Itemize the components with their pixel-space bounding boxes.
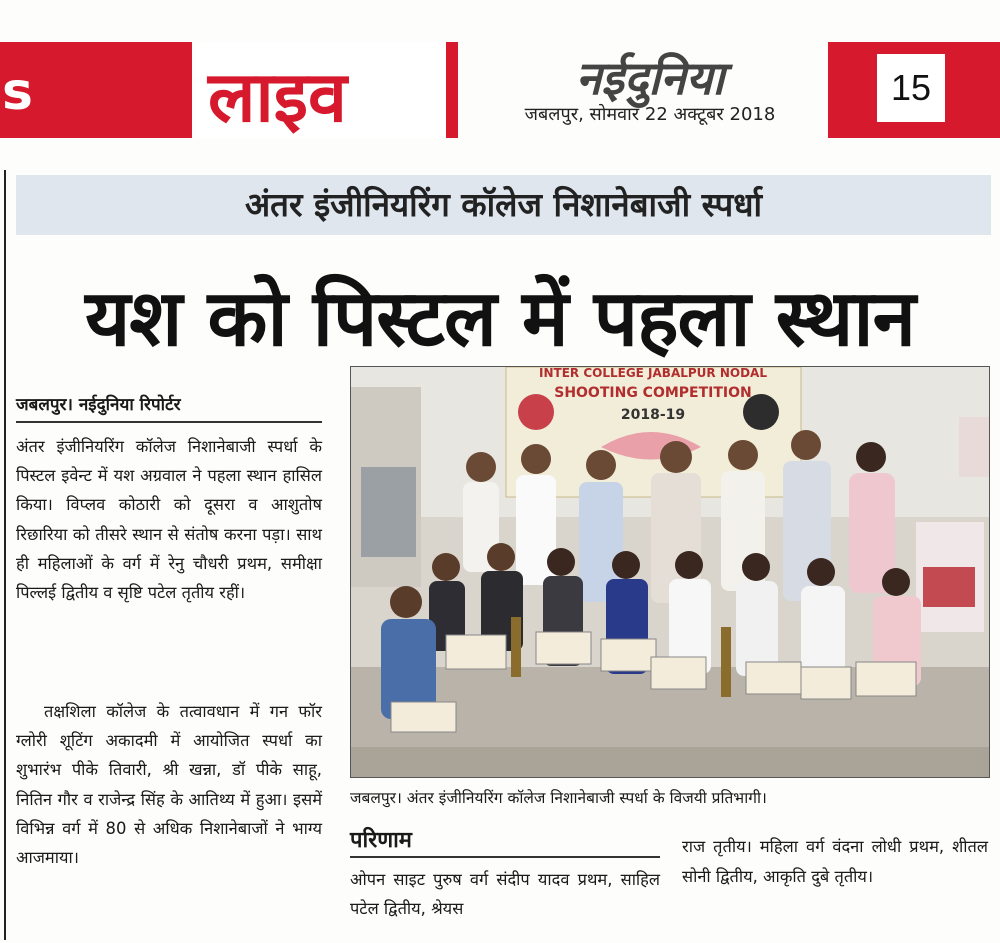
headline: यश को पिस्टल में पहला स्थान bbox=[85, 274, 915, 364]
banner-line-2: SHOOTING COMPETITION bbox=[554, 385, 752, 401]
paragraph-2: तक्षशिला कॉलेज के तत्वावधान में गन फॉर ग्लोरी शूटिंग अकादमी में आयोजित स्पर्धा का शुभारंभ पीके तिवारी, श्री खन्ना, डॉ पीके साहू, नितिन गौर व राजेन्द्र सिंह के आतिथ्य में हुआ। इसमें विभिन्न वर्ग में 80 से अधिक निशानेबाजों ने भाग्य आजमाया। bbox=[16, 702, 322, 868]
banner-line-1: INTER COLLEGE JABALPUR NODAL bbox=[539, 367, 767, 380]
banner-line-3: 2018-19 bbox=[620, 407, 686, 423]
group-photo bbox=[350, 366, 990, 778]
byline: जबलपुर। नईदुनिया रिपोर्टर bbox=[16, 392, 322, 423]
section-box bbox=[196, 42, 458, 138]
masthead-left-fragment: s bbox=[2, 62, 33, 122]
results-rule bbox=[350, 856, 660, 858]
photo-caption: जबलपुर। अंतर इंजीनियरिंग कॉलेज निशानेबाजी स्पर्धा के विजयी प्रतिभागी। bbox=[350, 789, 767, 807]
dateline: जबलपुर, सोमवार 22 अक्टूबर 2018 bbox=[524, 104, 776, 125]
results-column-2: राज तृतीय। महिला वर्ग वंदना लोधी प्रथम, शीतल सोनी द्वितीय, आकृति दुबे तृतीय। bbox=[682, 837, 988, 886]
masthead-left-band bbox=[0, 42, 192, 138]
kicker: अंतर इंजीनियरिंग कॉलेज निशानेबाजी स्पर्धा bbox=[16, 175, 991, 235]
masthead bbox=[0, 42, 1000, 138]
page-number: 15 bbox=[877, 54, 945, 122]
results-heading: परिणाम bbox=[350, 828, 412, 853]
section-title: लाइव bbox=[208, 55, 347, 138]
newspaper-logo: नईदुनिया bbox=[575, 51, 725, 105]
results-column-1: ओपन साइट पुरुष वर्ग संदीप यादव प्रथम, साहिल पटेल द्वितीय, श्रेयस bbox=[350, 870, 660, 918]
paragraph-1: अंतर इंजीनियरिंग कॉलेज निशानेबाजी स्पर्धा के पिस्टल इवेन्ट में यश अग्रवाल ने पहला स्थान हासिल किया। विप्लव कोठारी को दूसरा व आशुतोष रिछारिया को तीसरे स्थान से संतोष करना पड़ा। साथ ही महिलाओं के वर्ग में रेनु चौधरी प्रथम, समीक्षा पिल्लई द्वितीय व सृष्टि पटेल तृतीय रहीं। bbox=[16, 437, 322, 603]
